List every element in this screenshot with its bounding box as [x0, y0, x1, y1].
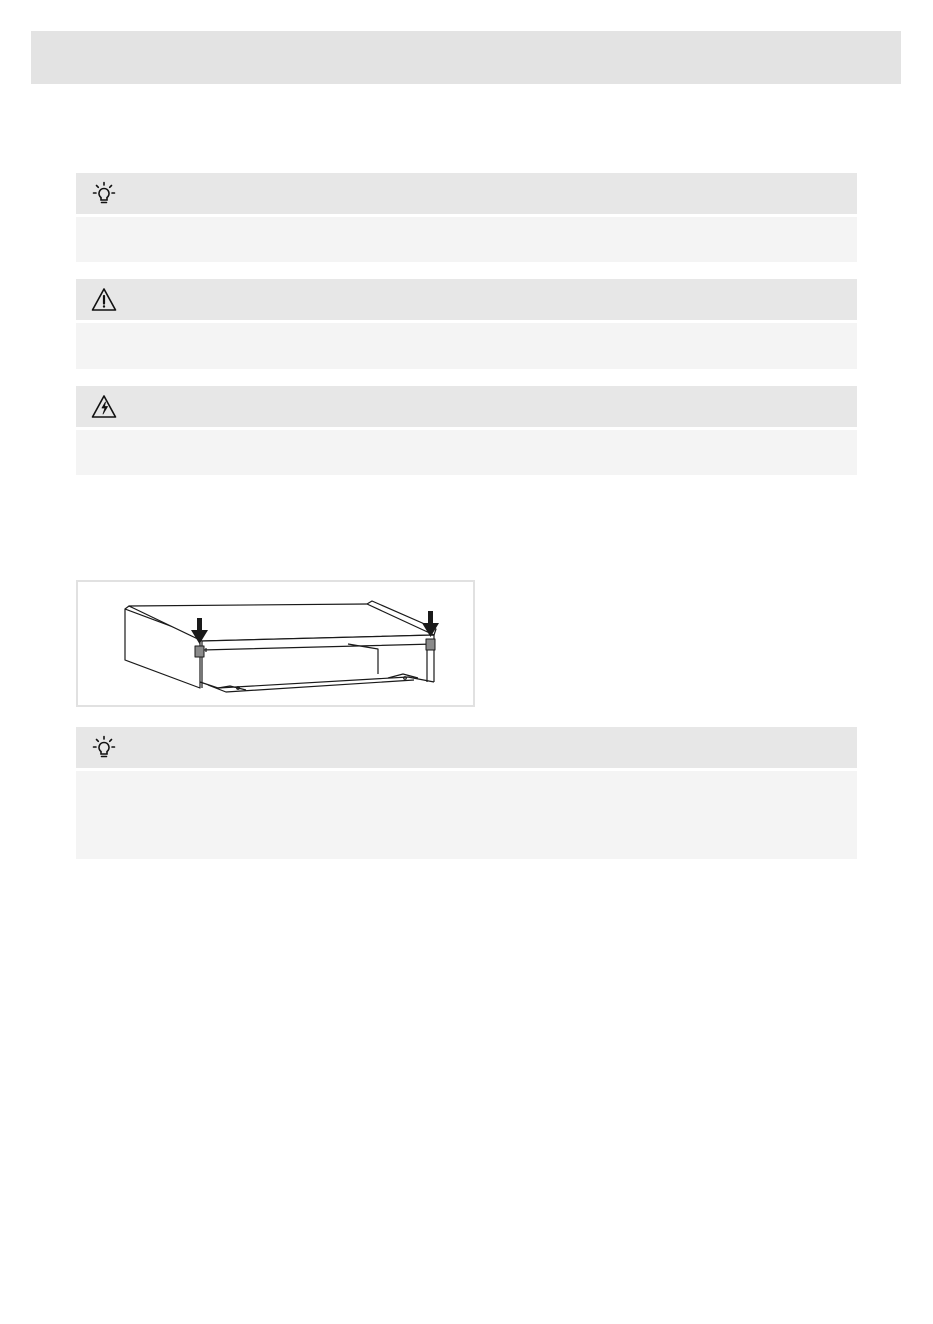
electrical-warning-note: [76, 386, 857, 475]
shelf-figure: [76, 580, 475, 707]
header-bar: [31, 31, 901, 84]
tip-note-body: [76, 217, 857, 262]
warning-triangle-icon: [90, 286, 118, 314]
electrical-warning-note-header: [76, 386, 857, 427]
callout-marker: [195, 646, 204, 657]
tip-note-2-body: [76, 771, 857, 859]
tip-note: [76, 173, 857, 262]
callout-marker: [426, 639, 435, 650]
lightbulb-icon: [90, 180, 118, 208]
caution-note: [76, 279, 857, 369]
electric-shock-warning-icon: [90, 393, 118, 421]
caution-note-body: [76, 323, 857, 369]
tip-note-2-header: [76, 727, 857, 768]
lightbulb-icon: [90, 734, 118, 762]
tip-note-2: [76, 727, 857, 859]
electrical-warning-note-body: [76, 430, 857, 475]
tip-note-header: [76, 173, 857, 214]
caution-note-header: [76, 279, 857, 320]
